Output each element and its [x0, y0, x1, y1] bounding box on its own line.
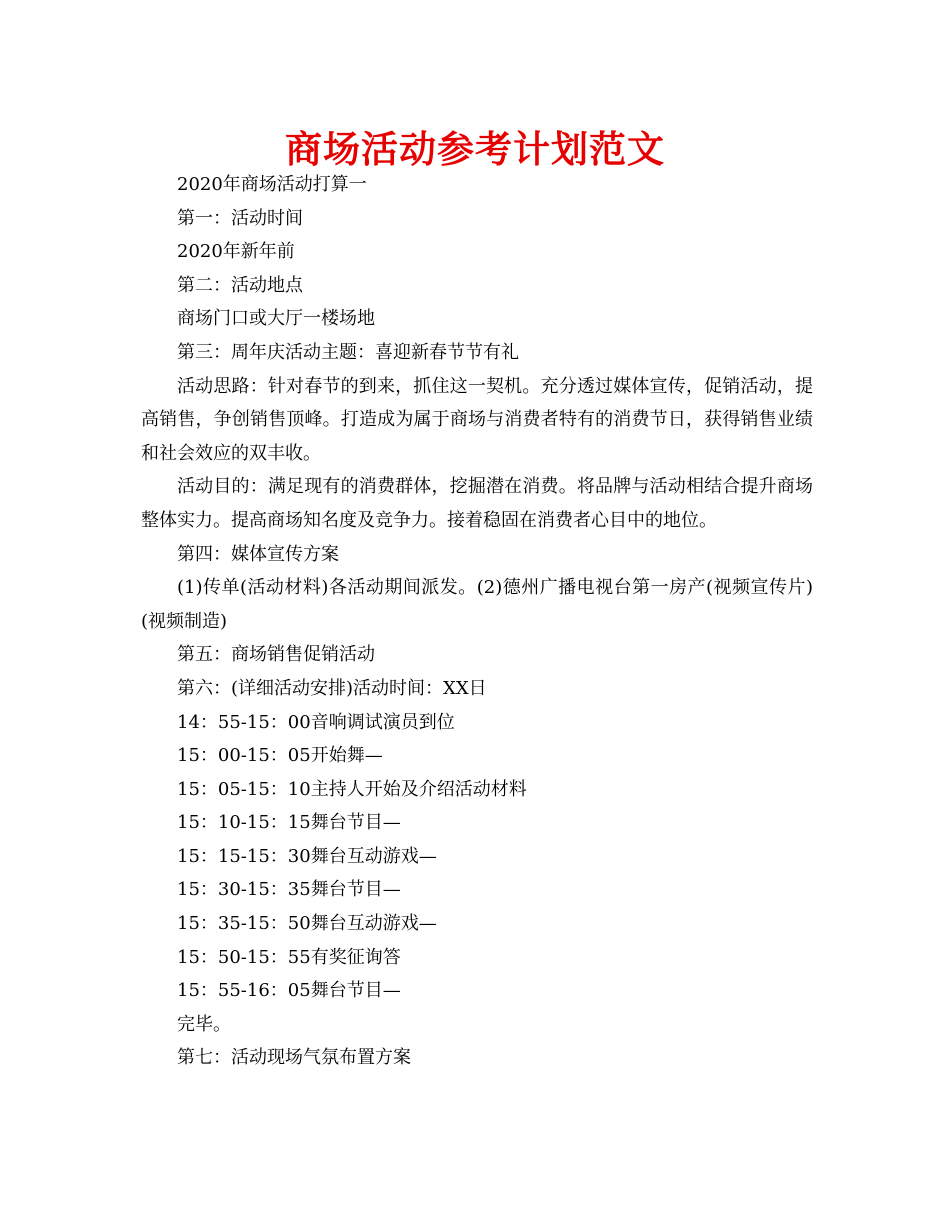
paragraph: 第三：周年庆活动主题：喜迎新春节节有礼 — [177, 341, 519, 363]
schedule-line: 15：10-15：15舞台节目— — [177, 812, 401, 834]
paragraph: 活动思路：针对春节的到来，抓住这一契机。充分透过媒体宣传，促销活动，提高销售，争创销售顶峰。打造成为属于商场与消费者特有的消费节日，获得销售业绩和社会效应的双丰收。 — [141, 375, 813, 464]
schedule-line: 15：50-15：55有奖征询答 — [177, 946, 401, 968]
document-title: 商场活动参考计划范文 — [285, 128, 665, 171]
paragraph: 第四：媒体宣传方案 — [177, 543, 339, 565]
paragraph: 第六：(详细活动安排)活动时间：XX日 — [177, 677, 487, 699]
schedule-line: 15：35-15：50舞台互动游戏— — [177, 913, 437, 935]
schedule-line: 15：30-15：35舞台节目— — [177, 879, 401, 901]
schedule-line: 15：00-15：05开始舞— — [177, 745, 383, 767]
schedule-line: 14：55-15：00音响调试演员到位 — [177, 711, 455, 733]
schedule-line: 15：15-15：30舞台互动游戏— — [177, 845, 437, 867]
paragraph: 第七：活动现场气氛布置方案 — [177, 1047, 411, 1069]
paragraph: 第一：活动时间 — [177, 207, 303, 229]
document-body — [141, 168, 813, 1075]
paragraph: 活动目的：满足现有的消费群体，挖掘潜在消费。将品牌与活动相结合提升商场整体实力。提高商场知名度及竞争力。接着稳固在消费者心目中的地位。 — [141, 476, 813, 531]
schedule-line: 15：05-15：10主持人开始及介绍活动材料 — [177, 778, 527, 800]
paragraph: 第二：活动地点 — [177, 274, 303, 296]
paragraph: 完毕。 — [177, 1013, 231, 1035]
paragraph: 商场门口或大厅一楼场地 — [177, 308, 375, 330]
paragraph: (1)传单(活动材料)各活动期间派发。(2)德州广播电视台第一房产(视频宣传片)(视频制造) — [141, 577, 813, 632]
paragraph: 2020年新年前 — [177, 241, 295, 263]
paragraph: 2020年商场活动打算一 — [177, 174, 367, 195]
paragraph: 第五：商场销售促销活动 — [177, 644, 375, 666]
schedule-line: 15：55-16：05舞台节目— — [177, 980, 401, 1002]
